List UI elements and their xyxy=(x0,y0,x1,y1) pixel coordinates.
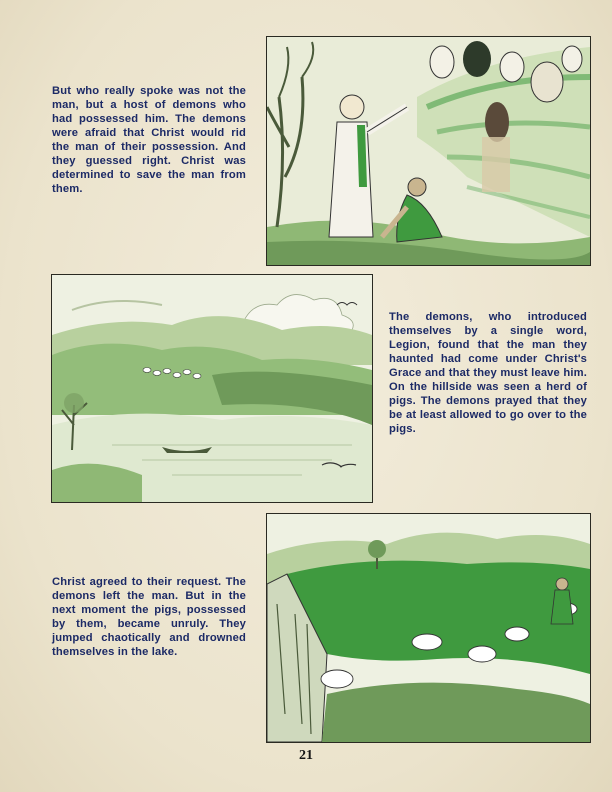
caption-panel-1: But who really spoke was not the man, but a host of demons who had possessed him. The demons were afraid that Christ would rid the man of their possession. And they guessed right. Christ was determined to save the man from them. xyxy=(52,85,246,195)
illustration-landscape-pigs xyxy=(51,274,373,503)
illustration-svg-2 xyxy=(52,275,372,502)
caption-panel-3: Christ agreed to their request. The demons left the man. But in the next moment the pigs, possessed by them, became unruly. They jumped chaotically and drowned themselves in the lake. xyxy=(52,576,246,658)
illustration-pigs-cliff xyxy=(266,513,591,743)
caption-panel-2: The demons, who introduced themselves by a single word, Legion, found that the man they haunted had come under Christ's Grace and that they must leave him. On the hillside was seen a herd of pigs. The demons prayed that they be at least allowed to go over to the pigs. xyxy=(389,311,587,435)
page-number: 21 xyxy=(299,748,313,763)
illustration-svg-1 xyxy=(267,37,590,265)
illustration-svg-3 xyxy=(267,514,590,742)
illustration-christ-and-demons xyxy=(266,36,591,266)
